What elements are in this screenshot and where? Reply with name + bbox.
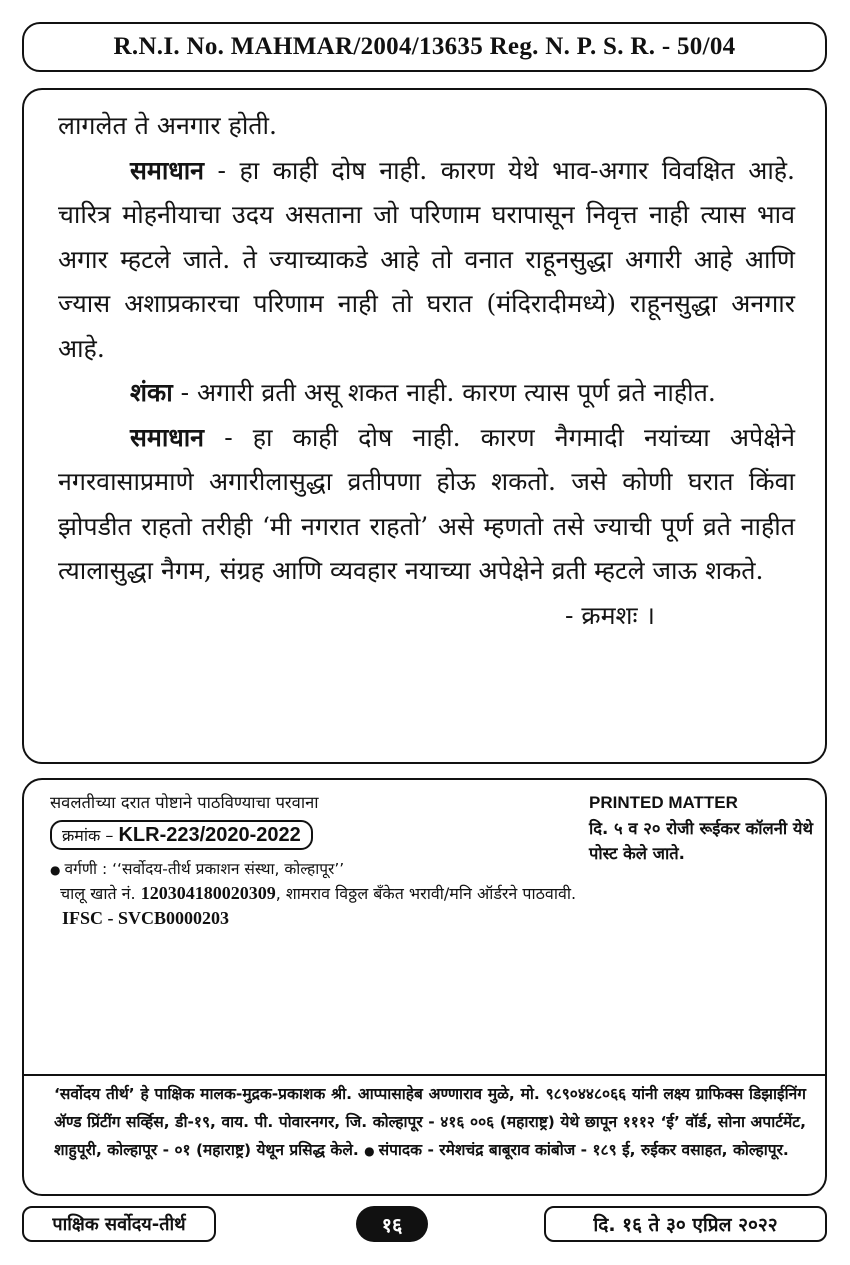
periodical-name-box (22, 1206, 216, 1242)
account-number: 120304180020309 (140, 883, 276, 903)
bullet-icon: ● (50, 863, 61, 877)
printed-matter-section (589, 792, 824, 866)
postal-info-box (22, 778, 827, 1196)
paragraph-2-text: - अगारी व्रती असू शकत नाही. कारण त्यास पूर्ण व्रते नाहीत. (172, 378, 716, 407)
account-line (60, 880, 576, 907)
publisher-text: ‘सर्वोदय तीर्थ’ हे पाक्षिक मालक-मुद्रक-प्रकाशक श्री. आप्पासाहेब अण्णाराव मुळे, मो. ९८९०४४८०६६ यांनी लक्ष्य ग्राफिक्स डिझाईनिंग ॲण्ड प्रिंटींग सर्व्हिस, डी-१९, वाय. पी. पोवारनगर, जि. कोल्हापूर - ४१६ ००६ (महाराष्ट्र) येथे छापून १११२ ‘ई’ वॉर्ड, सोना अपार्टमेंट, शाहुपूरी, कोल्हापूर - ०१ (महाराष्ट्र) येथून प्रसिद्ध केले. (54, 1085, 806, 1159)
posting-note: दि. ५ व २० रोजी रूईकर कॉलनी येथे पोस्ट केले जाते. (589, 819, 813, 863)
postal-divider (24, 1074, 825, 1076)
paragraph-3-text: - हा काही दोष नाही. कारण नैगमादी नयांच्या अपेक्षेने नगरवासाप्रमाणे अगारीलासुद्धा व्रतीपणा होऊ शकतो. जसे कोणी घरात किंवा झोपडीत राहतो तरीही ‘मी नगरात राहतो’ असे म्हणतो तसे ज्याची पूर्ण व्रते नाहीत त्यालासुद्धा नैगम, संग्रह आणि व्यवहार नयाच्या अपेक्षेने व्रती म्हटले जाऊ शकते. (58, 422, 795, 585)
keyword-samadhan: समाधान (130, 155, 205, 185)
ifsc-code: IFSC - SVCB0000203 (62, 908, 230, 928)
subscription-text: वर्गणी : ‘‘सर्वोदय-तीर्थ प्रकाशन संस्था, कोल्हापूर’’ (64, 860, 345, 878)
editor-text: संपादक - रमेशचंद्र बाबूराव कांबोज - १८९ ई, रुईकर वसाहत, कोल्हापूर. (378, 1141, 789, 1159)
keyword-shanka: शंका (130, 378, 173, 407)
article-paragraph-1 (58, 149, 795, 372)
page-number: १६ (381, 1212, 403, 1237)
issue-date: दि. १६ ते ३० एप्रिल २०२२ (593, 1214, 778, 1236)
continued-marker: - क्रमशः । (564, 600, 655, 630)
printed-matter-label: PRINTED MATTER (589, 793, 738, 812)
periodical-name: पाक्षिक सर्वोदय-तीर्थ (52, 1214, 186, 1235)
publisher-info (54, 1080, 806, 1165)
rni-header (22, 22, 827, 72)
page-number-badge (356, 1206, 428, 1242)
article-body (22, 88, 827, 764)
rni-text: R.N.I. No. MAHMAR/2004/13635 Reg. N. P. S. R. - 50/04 (113, 33, 736, 60)
article-paragraph-3 (58, 416, 795, 594)
subscription-line (50, 856, 610, 883)
account-prefix: चालू खाते नं. (60, 884, 141, 903)
license-number-label: क्रमांक – (62, 826, 119, 845)
keyword-samadhan-2: समाधान (130, 422, 205, 452)
postal-license-section (50, 790, 610, 883)
account-suffix: , शामराव विठ्ठल बँकेत भरावी/मनि ऑर्डरने पाठवावी. (275, 884, 577, 903)
bullet-icon: ● (364, 1144, 375, 1158)
postal-license-text: सवलतीच्या दरात पोष्टाने पाठविण्याचा परवाना (50, 793, 319, 812)
license-number-value: KLR-223/2020-2022 (118, 824, 301, 846)
article-line-0: लागलेत ते अनगार होती. (58, 111, 277, 140)
issue-date-box (544, 1206, 827, 1242)
paragraph-1-text: - हा काही दोष नाही. कारण येथे भाव-अगार विवक्षित आहे. चारित्र मोहनीयाचा उदय असताना जो परिणाम घरापासून निवृत्त नाही त्यास भाव अगार म्हटले जाते. ते ज्याच्याकडे आहे तो वनात राहूनसुद्धा अगारी आहे आणि ज्यास अशाप्रकारचा परिणाम नाही तो घरात (मंदिरादीमध्ये) राहूनसुद्धा अनगार आहे. (58, 155, 795, 363)
license-number-badge (50, 820, 313, 850)
article-paragraph-2 (58, 371, 795, 416)
